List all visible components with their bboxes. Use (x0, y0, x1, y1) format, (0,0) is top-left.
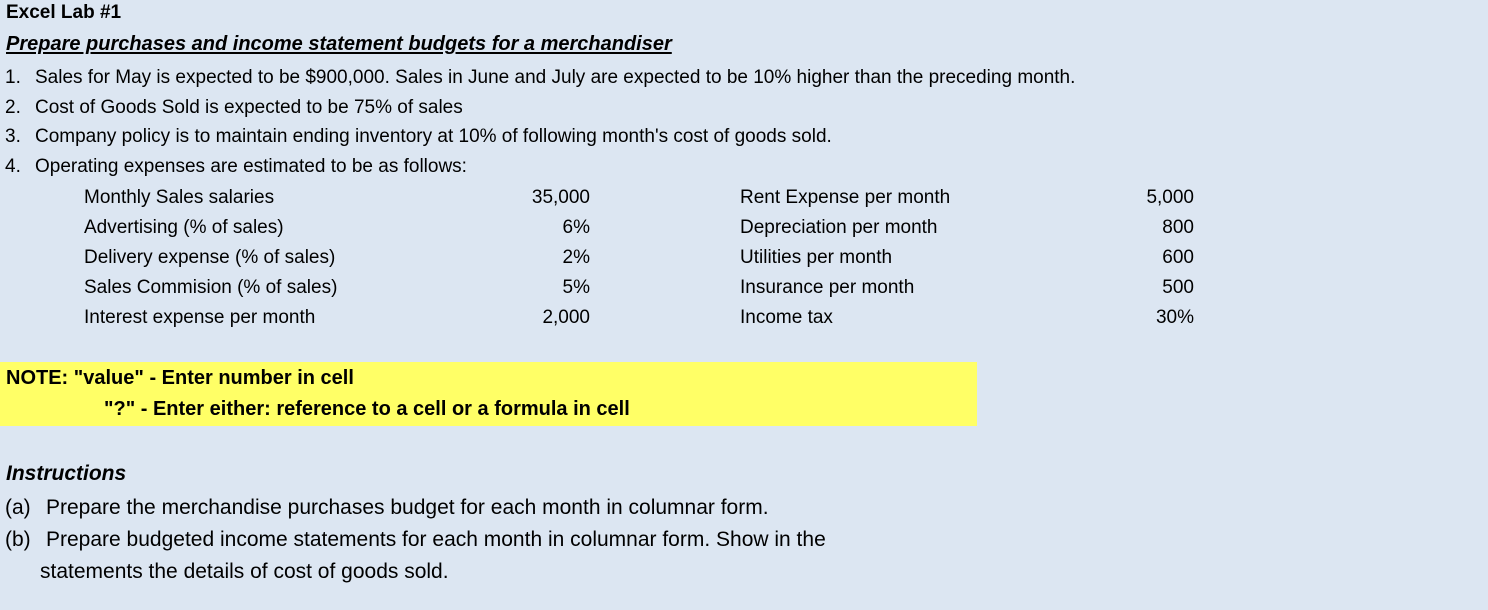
requirement-number: 3. (5, 126, 21, 147)
requirement-number: 1. (5, 67, 21, 88)
requirement-text: Cost of Goods Sold is expected to be 75% of sales (35, 97, 463, 118)
expense-label: Delivery expense (% of sales) (84, 247, 336, 268)
expense-label: Monthly Sales salaries (84, 187, 275, 208)
page-title: Excel Lab #1 (6, 2, 122, 23)
expense-label: Insurance per month (740, 277, 915, 298)
expense-value: 500 (1162, 277, 1194, 298)
instruction-b (5, 528, 826, 552)
expense-value: 5,000 (1146, 187, 1194, 208)
instruction-tag: (a) (5, 496, 31, 519)
expense-label: Rent Expense per month (740, 187, 951, 208)
expense-label: Sales Commision (% of sales) (84, 277, 338, 298)
expense-value: 35,000 (531, 187, 590, 208)
requirement-3 (5, 126, 832, 148)
instruction-a (5, 496, 769, 520)
page-subtitle: Prepare purchases and income statement budgets for a merchandiser (6, 33, 672, 55)
requirement-2 (5, 97, 463, 119)
note-line-1: NOTE: "value" - Enter number in cell (6, 367, 354, 389)
expense-label: Income tax (740, 307, 833, 328)
expense-value: 2,000 (542, 307, 590, 328)
requirement-text: Operating expenses are estimated to be as follows: (35, 156, 467, 177)
expense-label: Utilities per month (740, 247, 893, 268)
instruction-text: Prepare budgeted income statements for each month in columnar form. Show in the (46, 528, 826, 551)
requirement-4 (5, 156, 467, 178)
expense-label: Advertising (% of sales) (84, 217, 284, 238)
instruction-text: Prepare the merchandise purchases budget for each month in columnar form. (46, 496, 769, 519)
expense-value: 5% (562, 277, 590, 298)
note-line-2: "?" - Enter either: reference to a cell or a formula in cell (104, 398, 630, 420)
requirement-1 (5, 67, 1075, 89)
expense-value: 600 (1162, 247, 1194, 268)
expense-value: 2% (562, 247, 590, 268)
requirement-text: Company policy is to maintain ending inventory at 10% of following month's cost of goods sold. (35, 126, 832, 147)
expense-value: 800 (1162, 217, 1194, 238)
requirement-number: 4. (5, 156, 21, 177)
requirement-text: Sales for May is expected to be $900,000. Sales in June and July are expected to be 10% higher than the preceding month. (35, 67, 1076, 88)
requirement-number: 2. (5, 97, 21, 118)
instructions-heading: Instructions (6, 462, 127, 485)
instruction-b-continuation: statements the details of cost of goods sold. (40, 560, 449, 583)
expense-label: Depreciation per month (740, 217, 938, 238)
expense-label: Interest expense per month (84, 307, 316, 328)
expense-value: 30% (1155, 307, 1194, 328)
expense-value: 6% (562, 217, 590, 238)
instruction-tag: (b) (5, 528, 31, 551)
